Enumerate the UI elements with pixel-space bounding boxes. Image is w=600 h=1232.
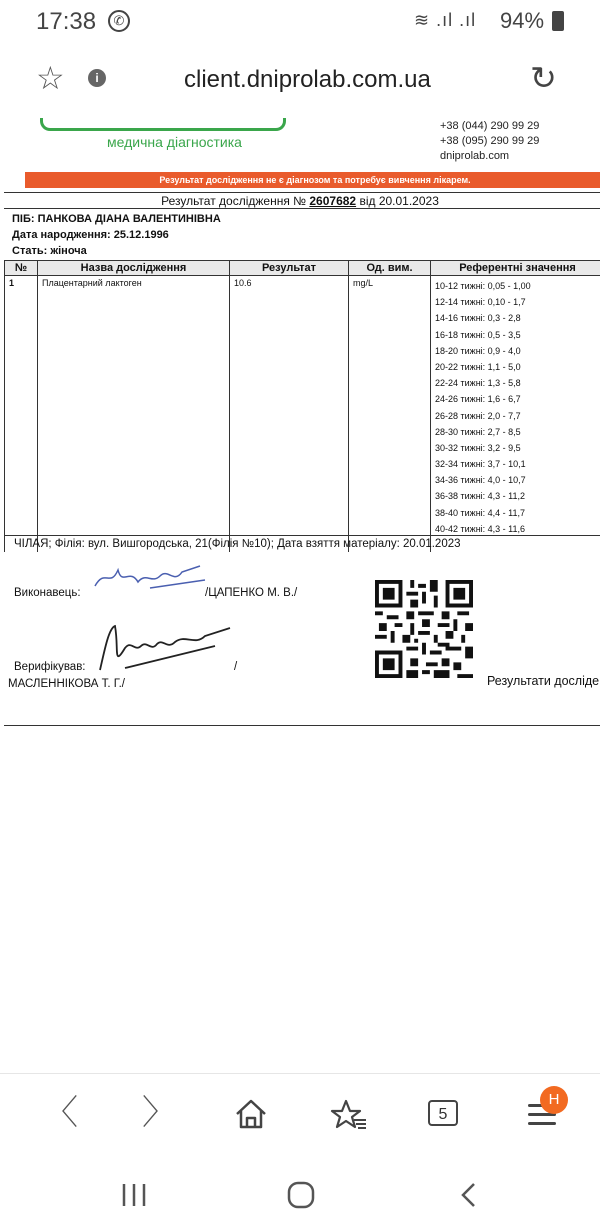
back-icon[interactable]: 〈 <box>44 1094 78 1132</box>
col-header-result: Результат <box>230 261 349 276</box>
reference-value: 14-16 тижні: 0,3 - 2,8 <box>435 313 521 324</box>
table-header-row <box>5 261 600 276</box>
reload-icon[interactable]: ↻ <box>530 60 557 96</box>
executor-name: /ЦАПЕНКО М. В./ <box>205 587 298 599</box>
status-bar <box>0 0 600 44</box>
cell-reference-values <box>431 276 600 553</box>
reference-value: 30-32 тижні: 3,2 - 9,5 <box>435 442 521 453</box>
branch-info: ЧІЛАЯ; Філія: вул. Вишгородська, 21(Філія №10); Дата взяття матеріалу: 20.01.2023 <box>14 538 461 550</box>
reference-value: 22-24 тижні: 1,3 - 5,8 <box>435 378 521 389</box>
results-caption: Результати досліде <box>487 674 600 688</box>
col-header-name: Назва дослідження <box>38 261 230 276</box>
cell-result: 10.6 <box>230 276 349 553</box>
reference-value: 24-26 тижні: 1,6 - 6,7 <box>435 394 521 405</box>
reference-value: 36-38 тижні: 4,3 - 11,2 <box>435 491 526 502</box>
forward-icon[interactable]: 〉 <box>142 1094 176 1132</box>
browser-url-bar <box>0 50 600 110</box>
verifier-slash: / <box>234 661 238 673</box>
divider <box>4 208 600 209</box>
verifier-signature <box>95 618 245 678</box>
divider <box>4 535 600 536</box>
home-button-icon[interactable] <box>286 1180 316 1210</box>
divider <box>4 725 600 726</box>
reference-value: 34-36 тижні: 4,0 - 10,7 <box>435 475 526 486</box>
reference-value: 12-14 тижні: 0,10 - 1,7 <box>435 297 526 308</box>
col-header-refs: Референтні значення <box>431 261 600 276</box>
system-nav-bar <box>0 1165 600 1232</box>
battery-level: 94% <box>500 8 545 33</box>
reference-value: 10-12 тижні: 0,05 - 1,00 <box>435 281 531 291</box>
recent-apps-icon[interactable] <box>120 1181 148 1209</box>
disclaimer-banner: Результат дослідження не є діагнозом та потребує вивчення лікарем. <box>25 172 600 188</box>
reference-value: 26-28 тижні: 2,0 - 7,7 <box>435 410 521 421</box>
reference-value: 20-22 тижні: 1,1 - 5,0 <box>435 361 521 372</box>
reference-value: 32-34 тижні: 3,7 - 10,1 <box>435 459 526 470</box>
signal-icon: ≋ .ıl .ıl <box>414 10 477 30</box>
lab-contacts <box>440 119 539 164</box>
patient-sex: Стать: жіноча <box>12 245 87 257</box>
contact-website[interactable]: dniprolab.com <box>440 150 510 162</box>
result-header <box>0 194 600 208</box>
url-text[interactable]: client.dniprolab.com.ua <box>184 66 431 93</box>
system-back-icon[interactable] <box>458 1180 480 1210</box>
reference-value: 40-42 тижні: 4,3 - 11,6 <box>435 523 526 534</box>
reference-value: 18-20 тижні: 0,9 - 4,0 <box>435 345 521 356</box>
lab-document <box>0 118 600 728</box>
lab-tagline: медична діагностика <box>107 134 242 150</box>
browser-bottom-nav <box>0 1073 600 1154</box>
executor-label: Виконавець: <box>14 587 81 599</box>
results-table <box>4 260 600 552</box>
battery-icon <box>552 11 564 31</box>
divider <box>4 192 600 193</box>
lab-logo <box>40 118 286 131</box>
cell-num: 1 <box>5 276 38 553</box>
status-time: 17:38 <box>36 8 97 35</box>
table-row <box>5 276 600 553</box>
result-number: 2607682 <box>309 194 357 208</box>
home-icon[interactable] <box>234 1098 268 1130</box>
menu-badge: H <box>540 1086 568 1114</box>
col-header-num: № <box>5 261 38 276</box>
result-prefix: Результат дослідження № <box>161 194 307 208</box>
patient-info <box>12 211 221 259</box>
viber-icon: ✆ <box>108 10 130 32</box>
site-info-icon[interactable]: i <box>88 69 106 87</box>
col-header-unit: Од. вим. <box>349 261 431 276</box>
patient-birth-date: Дата народження: 25.12.1996 <box>12 229 169 241</box>
cell-test-name: Плацентарний лактоген <box>38 276 230 553</box>
result-date: від 20.01.2023 <box>359 194 439 208</box>
bookmarks-icon[interactable] <box>330 1098 368 1132</box>
tabs-icon[interactable]: 5 <box>428 1100 458 1126</box>
contact-phone-2[interactable]: +38 (095) 290 99 29 <box>440 135 540 147</box>
executor-signature <box>90 558 210 598</box>
patient-name: ПІБ: ПАНКОВА ДІАНА ВАЛЕНТИНІВНА <box>12 213 221 225</box>
bookmark-star-icon[interactable]: ☆ <box>36 60 65 96</box>
reference-value: 16-18 тижні: 0,5 - 3,5 <box>435 329 521 340</box>
contact-phone-1[interactable]: +38 (044) 290 99 29 <box>440 120 540 132</box>
qr-code <box>375 580 473 678</box>
reference-value: 28-30 тижні: 2,7 - 8,5 <box>435 426 521 437</box>
reference-value: 38-40 тижні: 4,4 - 11,7 <box>435 507 526 518</box>
verifier-label: Верифікував: <box>14 661 86 673</box>
cell-unit: mg/L <box>349 276 431 553</box>
verifier-name: МАСЛЕННІКОВА Т. Г./ <box>8 678 125 690</box>
